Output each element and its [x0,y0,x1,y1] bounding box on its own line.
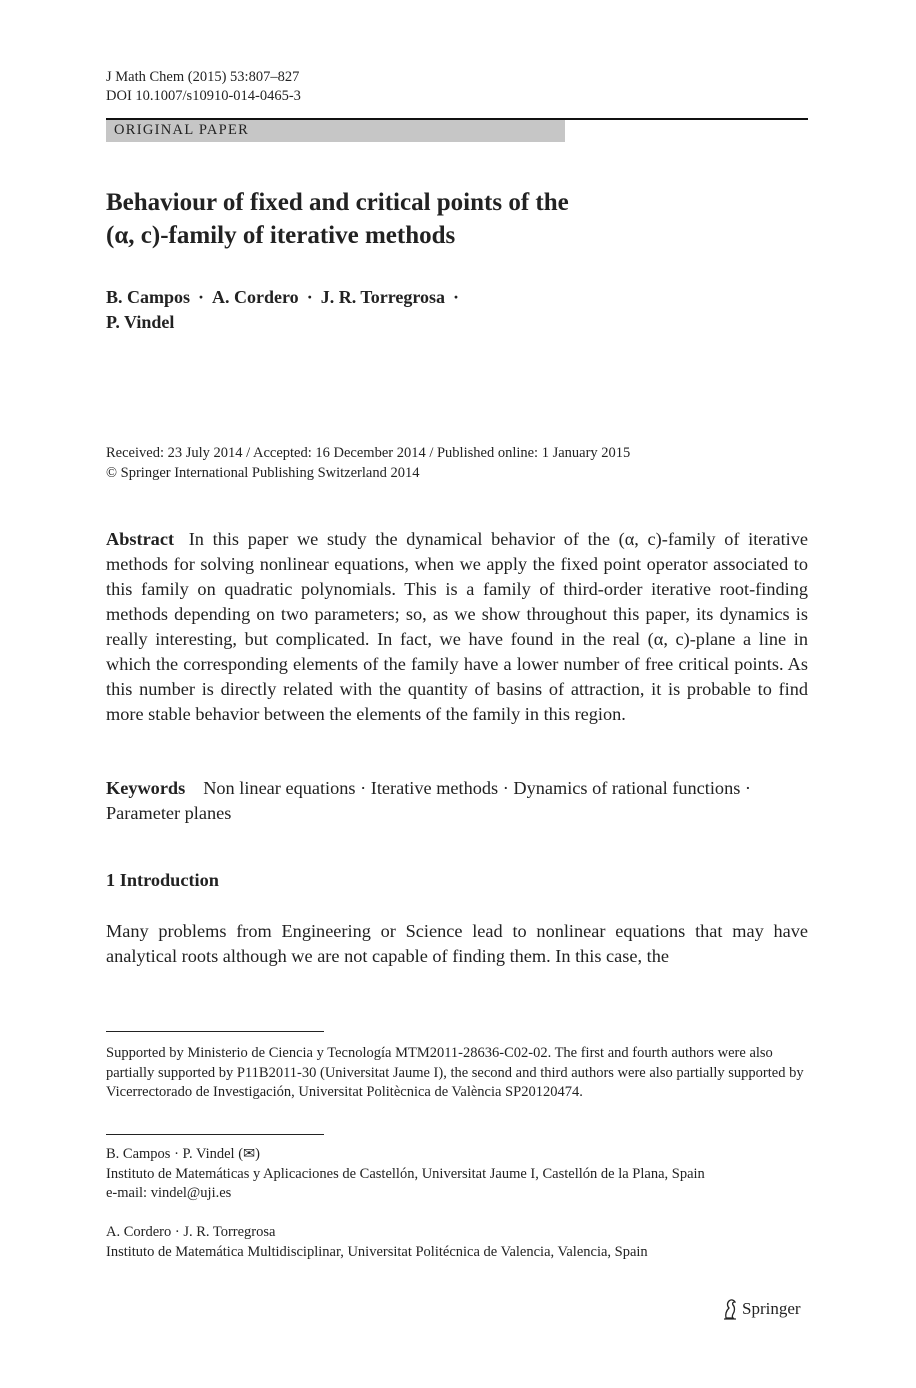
publisher-name: Springer [742,1299,801,1318]
section-heading: 1 Introduction [106,870,219,890]
springer-horse-icon [722,1298,738,1320]
copyright-line: © Springer International Publishing Switzerland 2014 [106,465,420,481]
affiliation-1-email: e-mail: vindel@uji.es [106,1185,232,1201]
affiliation-1-names: B. Campos · P. Vindel (✉) [106,1146,260,1162]
author-separator: · [453,287,460,307]
paper-title [106,186,666,252]
keywords [106,776,808,826]
category-label: ORIGINAL PAPER [114,122,250,138]
journal-line: J Math Chem (2015) 53:807–827 [106,69,300,85]
author-1: B. Campos [106,287,191,307]
keywords-heading: Keywords [106,778,186,798]
affiliation-rule [106,1134,324,1135]
affiliation-2-names: A. Cordero · J. R. Torregrosa [106,1224,276,1240]
affiliation-1 [106,1145,808,1204]
author-separator: · [306,287,313,307]
author-3: J. R. Torregrosa [320,287,446,307]
abstract [106,527,808,727]
abstract-text: In this paper we study the dynamical behavior of the (α, c)-family of iterative methods for solving nonlinear equations, when we apply the fixed point operator associated to this family on quadratic polynomials. This is a family of third-order iterative root-finding methods depending on two parameters; so, as we show throughout this paper, its dynamics is really interesting, but complicated. In fact, we have found in the real (α, c)-plane a line in which the corresponding elements of the family have a lower number of free critical points. As this number is directly related with the quantity of basins of attraction, it is probable to find more stable behavior between the elements of the family in this region. [106,529,808,724]
author-2: A. Cordero [212,287,299,307]
affiliation-2 [106,1223,808,1262]
received-line: Received: 23 July 2014 / Accepted: 16 December 2014 / Published online: 1 January 2015 [106,445,631,461]
intro-paragraph: Many problems from Engineering or Science lead to nonlinear equations that may have analytical roots although we are not capable of finding them. In this case, the [106,921,808,966]
publisher-logo [722,1298,801,1320]
keywords-text: Non linear equations · Iterative methods · Dynamics of rational functions · Parameter planes [106,778,751,823]
author-4: P. Vindel [106,312,175,332]
support-footnote: Supported by Ministerio de Ciencia y Tecnología MTM2011-28636-C02-02. The first and fourth authors were also partially supported by P11B2011-30 (Universitat Jaume I), the second and third authors were also partially supported by Vicerrectorado de Investigación, Universitat Politècnica de València SP20120474. [106,1045,804,1100]
abstract-heading: Abstract [106,529,175,549]
doi-line: DOI 10.1007/s10910-014-0465-3 [106,88,301,104]
publication-dates [106,443,630,483]
title-line-1: Behaviour of fixed and critical points of the [106,189,569,216]
affiliation-1-institute: Instituto de Matemáticas y Aplicaciones de Castellón, Universitat Jaume I, Castellón de la Plana, Spain [106,1165,705,1182]
footnote-rule [106,1031,324,1032]
affiliation-2-institute: Instituto de Matemática Multidisciplinar, Universitat Politécnica de Valencia, Valencia, Spain [106,1243,648,1260]
journal-citation [106,68,301,106]
author-separator: · [198,287,205,307]
category-band [106,120,565,142]
title-line-2: (α, c)-family of iterative methods [106,222,456,249]
author-list [106,285,467,335]
